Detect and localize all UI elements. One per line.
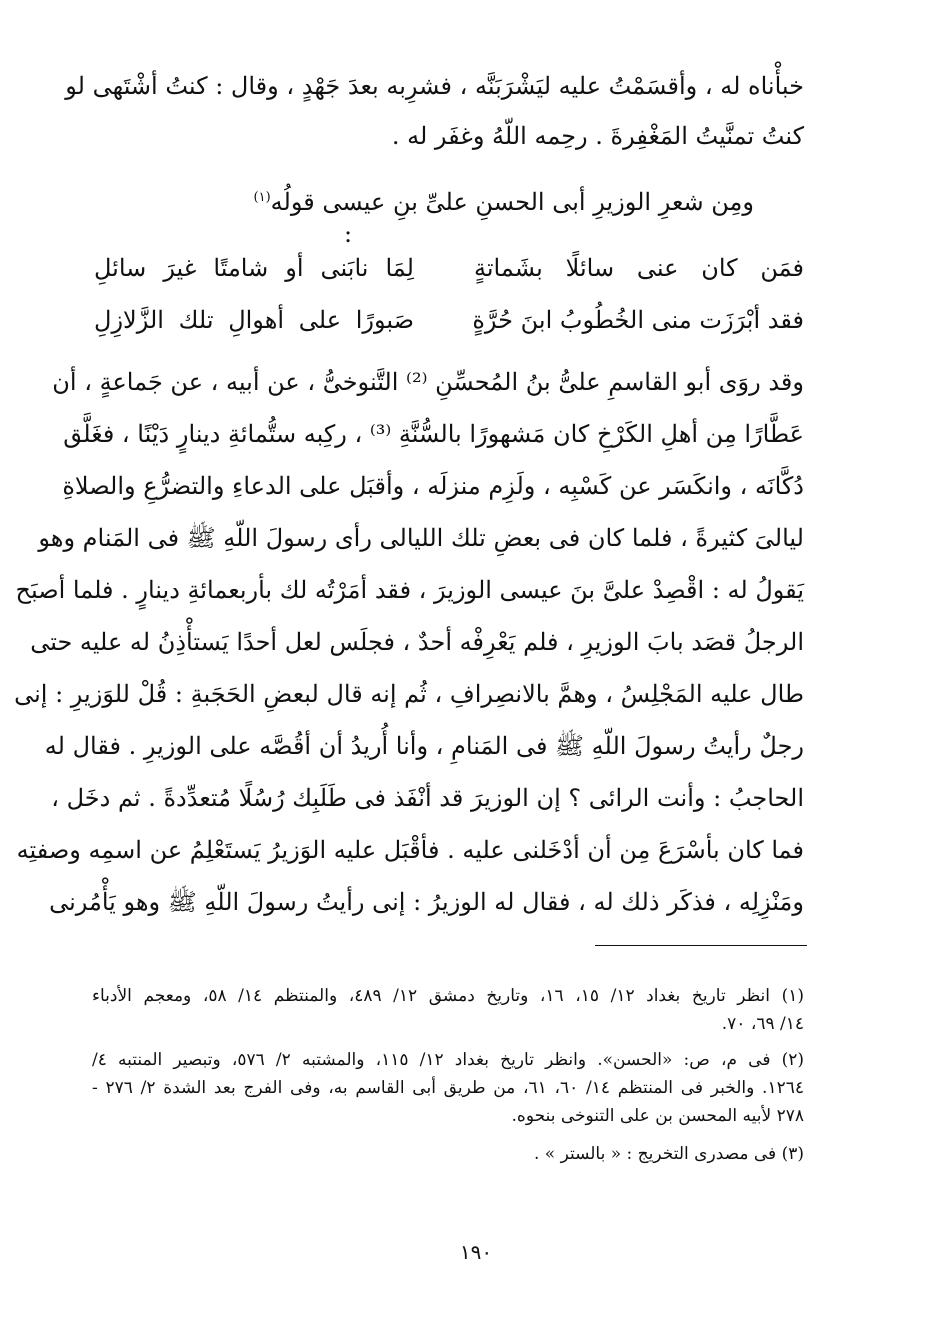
footnote-line: (١) انظر تاريخ بغداد ١٢/ ١٥، ١٦، وتاريخ دمشق ١٢/ ٤٨٩، والمنتظم ١٤/ ٥٨، ومعجم الأدباء [92,986,804,1006]
footnote-line: (٢) فى م، ص: «الحسن». وانظر تاريخ بغداد ١٢/ ١١٥، والمشتبه ٢/ ٥٧٦، وتبصير المنتبه ٤/ [92,1050,805,1070]
verse-first-hemistich: فقد أبْرَزَت منى الخُطُوبُ ابنَ حُرَّةٍ [472,306,804,334]
footnote-line: (٣) فى مصدرى التخريج : « بالستر » . [533,1144,804,1164]
footnote-line: ١٢٦٤. والخبر فى المنتظم ١٤/ ٦٠، ٦١، من طريق أبى القاسم به، وفى الفرج بعد الشدة ٢/ ٢٧٦ - [92,1078,804,1098]
text-line: كنتُ تمنَّيتُ المَغْفِرةَ . رحِمه اللّهُ وغفَر له . [391,122,804,150]
text-line: طال عليه المَجْلِسُ ، وهمَّ بالانصِرافِ ، ثُم إنه قال لبعضِ الحَجَبةِ : قُلْ للوَزيرِ : إنى [14,680,804,708]
text-line: ومَنْزِلِه ، فذكَر ذلك له ، فقال له الوزيرُ : إنى رأيتُ رسولَ اللّهِ ﷺ وهو يَأْمُرنى [49,888,804,916]
text-line: وقد روَى أبو القاسمِ علىُّ بنُ المُحسِّنِ ⁽²⁾ التَّنوخىُّ ، عن أبيه ، عن جَماعةٍ ، أن [52,368,804,396]
text-line: يَقولُ له : اقْصِدْ علىَّ بنَ عيسى الوزيرَ ، فقد أمَرْتُه لك بأربعمائةِ دينارٍ . فلما أصبَح [15,576,804,604]
text-line: ليالىَ كثيرةً ، فلما كان فى بعضِ تلك الليالى رأى رسولَ اللّهِ ﷺ فى المَنام وهو [38,524,804,552]
verse-row [94,246,804,290]
paragraph-story [14,360,804,940]
footnote-3 [92,1140,804,1170]
text-line: الرجلُ قصَد بابَ الوزيرِ ، فلم يَعْرِفْه أحدٌ ، فجلَس لعل أحدًا يَستأْذِنُ له عليه حتى [30,628,804,656]
footnote-separator [595,945,807,946]
paragraph-opening [65,64,804,164]
page-number: ١٩٠ [459,1240,493,1264]
footnote-line: ١٤/ ٦٩، ٧٠. [721,1014,804,1034]
verse-second-hemistich: صَبورًا على أهوالِ تلك الزَّلازِلِ [94,306,414,334]
text-line: دُكَّانَه ، وانكَسَر عن كَسْبِه ، ولَزِم منزلَه ، وأقبَل على الدعاءِ والتضرُّعِ والصلاةِ [62,472,804,500]
footnote-line: ٢٧٨ لأبيه المحسن بن على التنوخى بنحوه. [511,1106,804,1126]
verse-row [94,298,804,342]
footnote-1 [92,982,804,1042]
footnote-ref: (١) [253,190,271,205]
poem-intro-line [94,176,754,220]
text-line: خبأْناه له ، وأقسَمْتُ عليه ليَشْرَبَنَّه ، فشرِبه بعدَ جَهْدٍ ، وقال : كنتُ أشْتَهى لو [65,72,804,100]
text-line: الحاجبُ : وأنت الرائى ؟ إن الوزيرَ قد أنْفَذ فى طَلَبِك رُسُلًا مُتعدِّدةً . ثم دخَل ، [51,784,804,812]
text-line: رجلٌ رأيتُ رسولَ اللّهِ ﷺ فى المَنامِ ، وأنا أُريدُ أن أقُصَّه على الوزيرِ . فقال له [44,732,804,760]
text-line: عَطَّارًا مِن أهلِ الكَرْخِ كان مَشهورًا بالسُّنَّةِ ⁽³⁾ ، ركِبه ستُّمائةِ دينارٍ دَيْنًا ، فغَلَّق [63,420,804,448]
verse-second-hemistich: لِمَا نابَنى أو شامتًا غيرَ سائلِ [94,254,414,282]
footnote-2 [92,1046,804,1136]
text-line: فما كان بأسْرَعَ مِن أن أدْخَلنى عليه . فأقْبَل عليه الوَزيرُ يَستَعْلِمُ عن اسمِه وصفتِه [16,836,804,864]
poem-intro-colon: : [344,220,353,248]
verse-first-hemistich: فمَن كان عنى سائلًا بشَماتةٍ [474,254,804,282]
poem-intro-text: ومِن شعرِ الوزيرِ أبى الحسنِ علىِّ بنِ عيسى قولُه [270,188,754,216]
